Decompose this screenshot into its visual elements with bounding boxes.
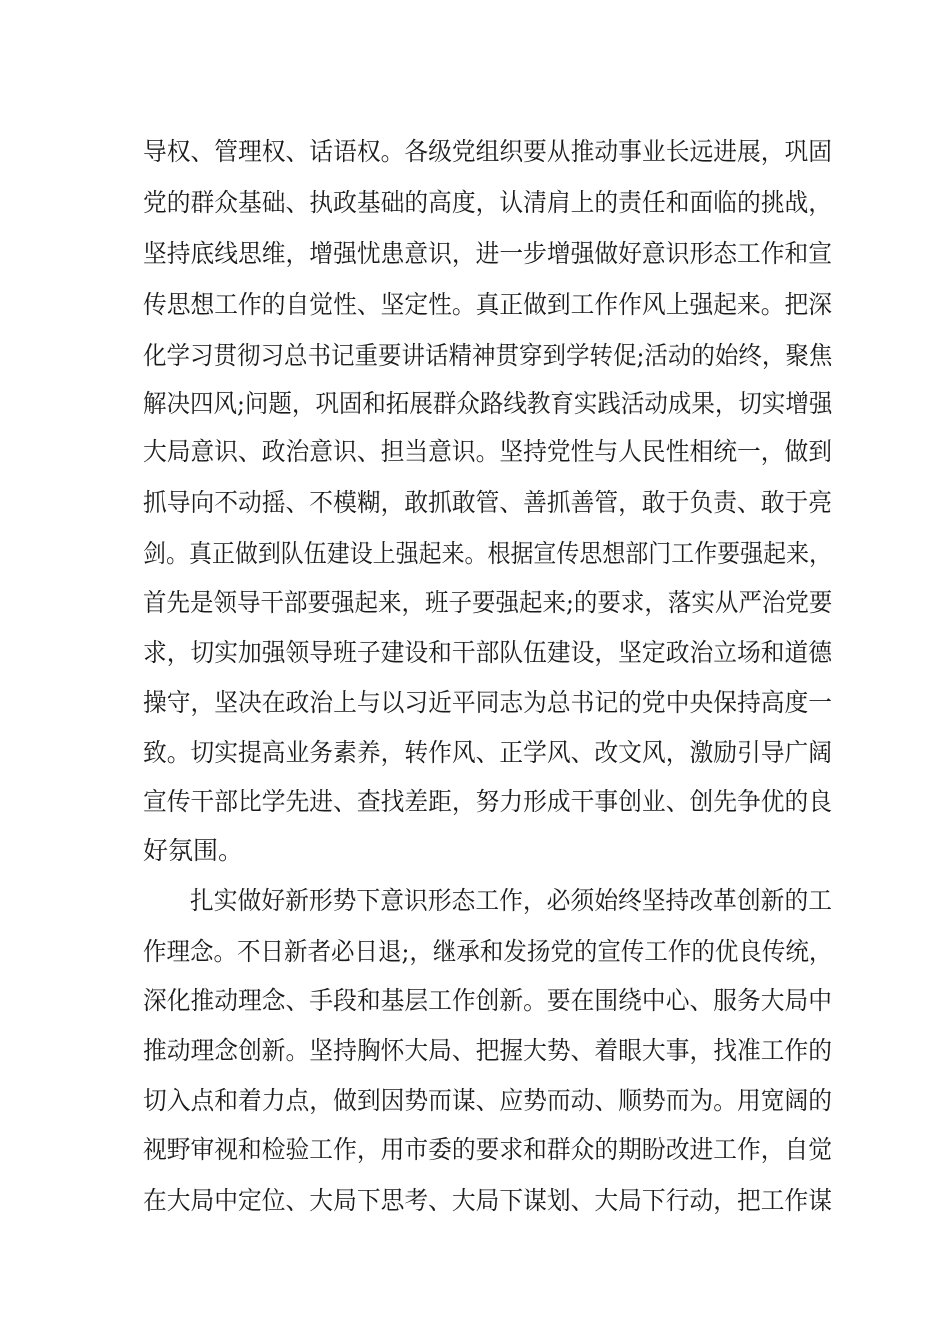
- text-line: 作理念。不日新者必日退;，继承和发扬党的宣传工作的优良传统，: [143, 937, 833, 966]
- text-line: 大局意识、政治意识、担当意识。坚持党性与人民性相统一，做到: [143, 437, 833, 466]
- text-line: 宣传干部比学先进、查找差距，努力形成干事创业、创先争优的良: [143, 787, 833, 816]
- text-line: 致。切实提高业务素养，转作风、正学风、改文风，激励引导广阔: [143, 738, 833, 767]
- text-line: 坚持底线思维，增强忧患意识，进一步增强做好意识形态工作和宣: [143, 239, 833, 268]
- text-line: 解决四风;问题，巩固和拓展群众路线教育实践活动成果，切实增强: [143, 389, 833, 418]
- text-line: 党的群众基础、执政基础的高度，认清肩上的责任和面临的挑战，: [143, 188, 833, 217]
- text-line: 视野审视和检验工作，用市委的要求和群众的期盼改进工作，自觉: [143, 1135, 833, 1164]
- text-line: 剑。真正做到队伍建设上强起来。根据宣传思想部门工作要强起来，: [143, 539, 833, 568]
- text-line: 化学习贯彻习总书记重要讲话精神贯穿到学转促;活动的始终，聚焦: [143, 341, 833, 370]
- text-line: 传思想工作的自觉性、坚定性。真正做到工作作风上强起来。把深: [143, 290, 833, 319]
- text-line: 推动理念创新。坚持胸怀大局、把握大势、着眼大事，找准工作的: [143, 1036, 833, 1065]
- text-line: 深化推动理念、手段和基层工作创新。要在围绕中心、服务大局中: [143, 986, 833, 1015]
- text-line: 操守，坚决在政治上与以习近平同志为总书记的党中央保持高度一: [143, 688, 833, 717]
- text-line: 抓导向不动摇、不模糊，敢抓敢管、善抓善管，敢于负责、敢于亮: [143, 488, 833, 517]
- text-line: 导权、管理权、话语权。各级党组织要从推动事业长远进展，巩固: [143, 137, 833, 166]
- text-line: 求，切实加强领导班子建设和干部队伍建设，坚定政治立场和道德: [143, 638, 833, 667]
- text-line: 扎实做好新形势下意识形态工作，必须始终坚持改革创新的工: [190, 886, 833, 915]
- text-line: 首先是领导干部要强起来，班子要强起来;的要求，落实从严治党要: [143, 588, 833, 617]
- text-line: 好氛围。: [143, 836, 244, 865]
- text-line: 在大局中定位、大局下思考、大局下谋划、大局下行动，把工作谋: [143, 1186, 833, 1215]
- text-line: 切入点和着力点，做到因势而谋、应势而动、顺势而为。用宽阔的: [143, 1086, 833, 1115]
